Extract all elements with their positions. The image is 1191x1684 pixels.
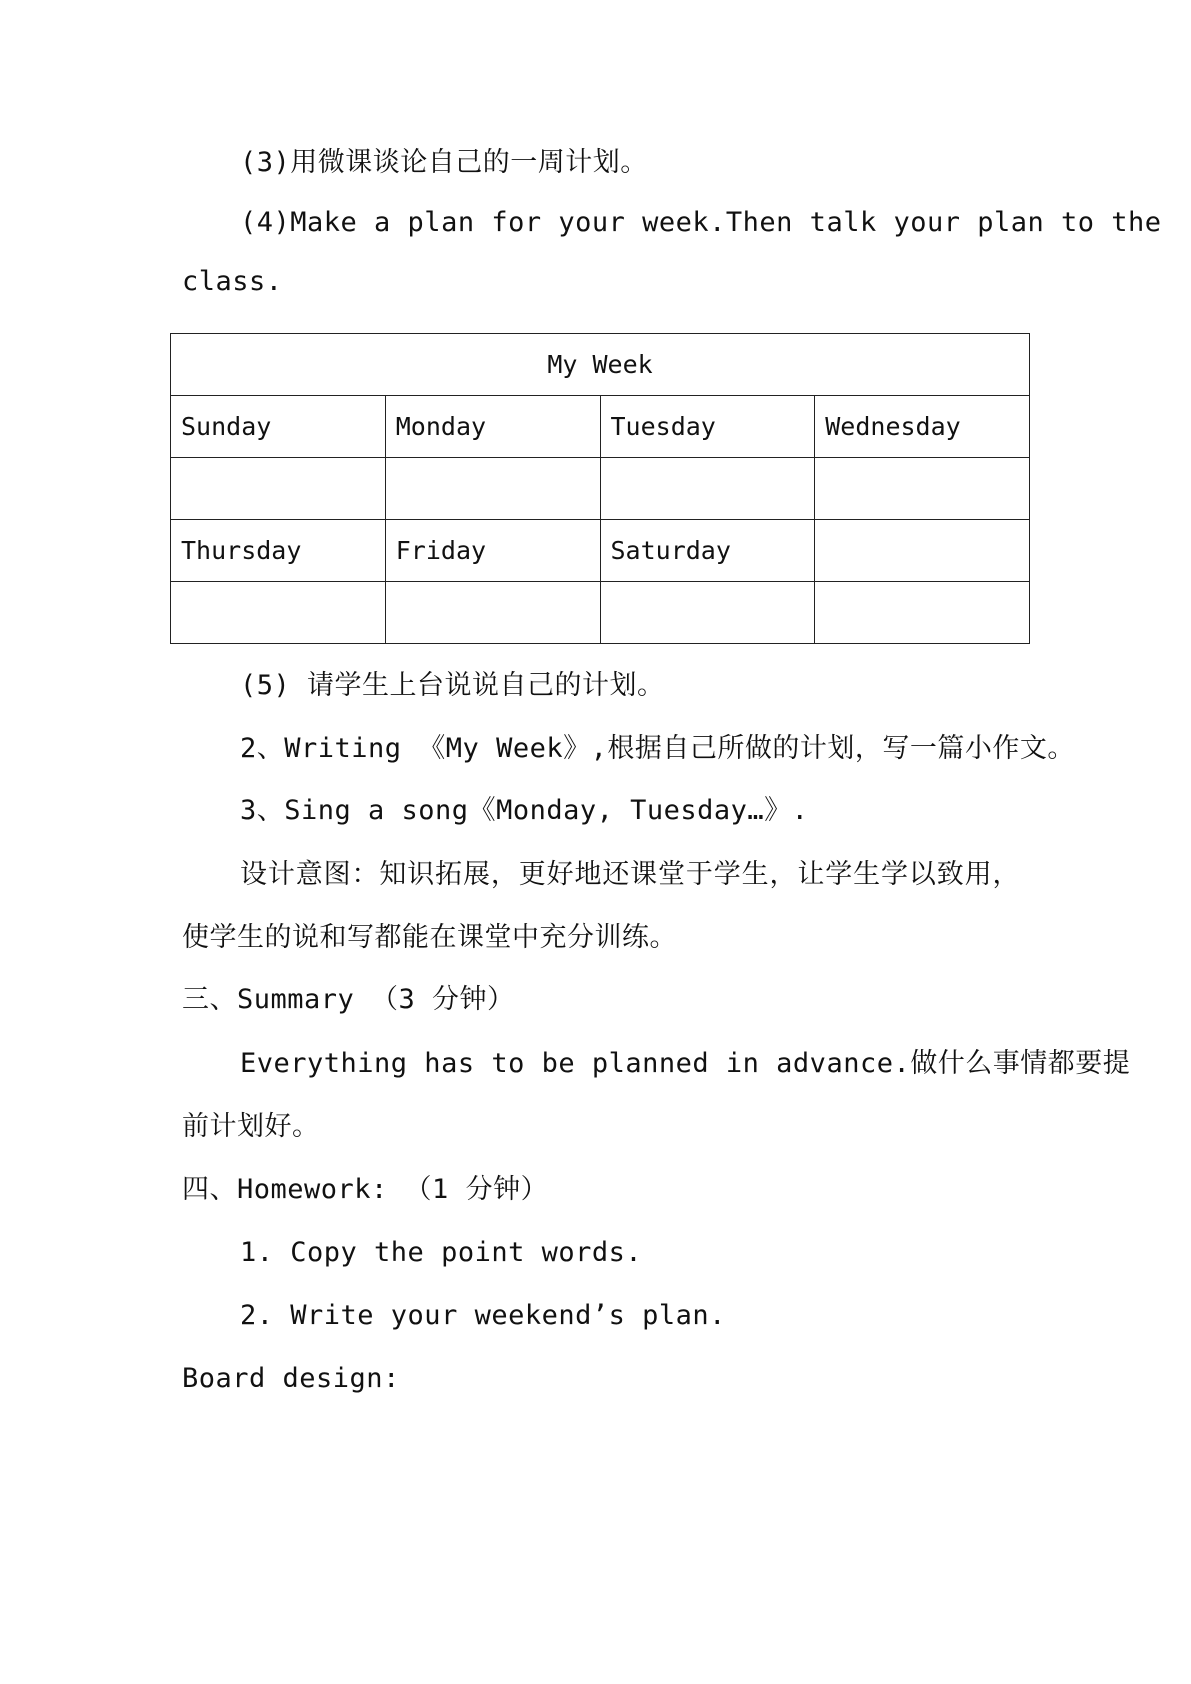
table-cell-friday: Friday	[385, 520, 600, 582]
summary-text-line-1: Everything has to be planned in advance.做什么事情都要提	[240, 1048, 1131, 1079]
table-title: My Week	[171, 334, 1030, 396]
table-row	[171, 396, 1030, 458]
homework-item-1: 1. Copy the point words.	[240, 1237, 643, 1268]
table-cell-empty	[815, 520, 1030, 582]
table-cell-empty	[171, 582, 386, 644]
writing-task-text: 2、Writing 《My Week》,根据自己所做的计划，写一篇小作文。	[240, 733, 1075, 764]
table-cell-empty	[600, 582, 815, 644]
board-design-heading: Board design:	[182, 1363, 400, 1394]
design-intent-line-1: 设计意图：知识拓展，更好地还课堂于学生，让学生学以致用，	[240, 859, 1020, 890]
design-intent-line-2: 使学生的说和写都能在课堂中充分训练。	[182, 922, 677, 953]
summary-heading: 三、Summary （3 分钟）	[182, 984, 515, 1015]
table-cell-tuesday: Tuesday	[600, 396, 815, 458]
table-cell-empty	[385, 582, 600, 644]
step-3-text: (3)用微课谈论自己的一周计划。	[240, 147, 648, 178]
table-cell-empty	[600, 458, 815, 520]
step-4-text-line-2: class.	[182, 266, 283, 297]
table-cell-sunday: Sunday	[171, 396, 386, 458]
table-row	[171, 520, 1030, 582]
sing-song-text: 3、Sing a song《Monday, Tuesday…》.	[240, 795, 809, 826]
table-cell-saturday: Saturday	[600, 520, 815, 582]
table-cell-empty	[815, 582, 1030, 644]
table-row	[171, 458, 1030, 520]
table-cell-empty	[815, 458, 1030, 520]
table-cell-empty	[385, 458, 600, 520]
table-cell-monday: Monday	[385, 396, 600, 458]
table-row	[171, 582, 1030, 644]
homework-item-2: 2. Write your weekend’s plan.	[240, 1300, 726, 1331]
table-cell-wednesday: Wednesday	[815, 396, 1030, 458]
homework-heading: 四、Homework: （1 分钟）	[182, 1174, 549, 1205]
table-title-row	[171, 334, 1030, 396]
my-week-table	[170, 333, 1030, 644]
table-cell-empty	[171, 458, 386, 520]
step-4-text-line-1: (4)Make a plan for your week.Then talk your plan to the	[240, 207, 1162, 238]
table-cell-thursday: Thursday	[171, 520, 386, 582]
summary-text-line-2: 前计划好。	[182, 1111, 320, 1142]
step-5-text: (5) 请学生上台说说自己的计划。	[240, 670, 665, 701]
